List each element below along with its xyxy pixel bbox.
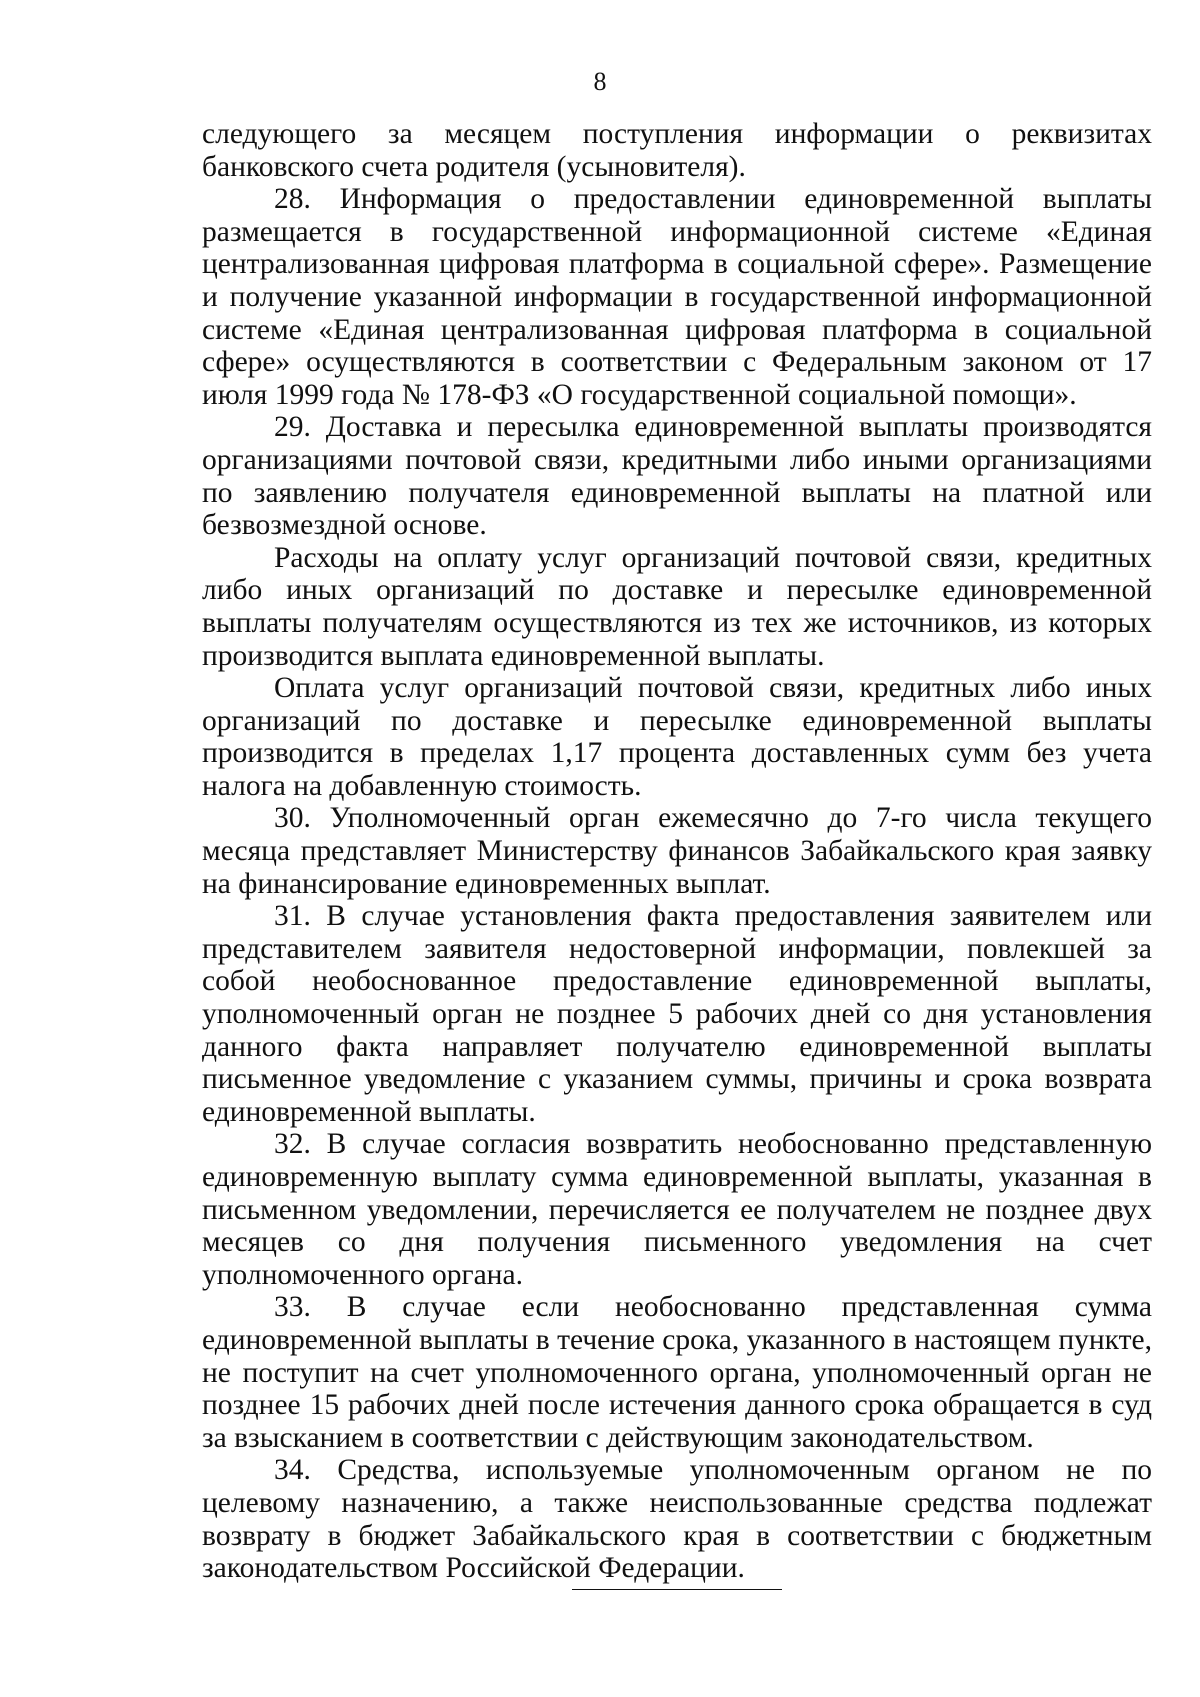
paragraph-34: 34. Средства, используемые уполномоченным органом не по целевому назначению, а также неиспользованные средства подлежат возврату в бюджет Забайкальского края в соответствии с бюджетным законодательством Российской Федерации. [202, 1454, 1152, 1585]
paragraph-33: 33. В случае если необоснованно представленная сумма единовременной выплаты в течение срока, указанного в настоящем пункте, не поступит на счет уполномоченного органа, уполномоченный орган не позднее 15 рабочих дней после истечения данного срока обращается в суд за взысканием в соответствии с действующим законодательством. [202, 1291, 1152, 1454]
paragraph-30: 30. Уполномоченный орган ежемесячно до 7-го числа текущего месяца представляет Министерству финансов Забайкальского края заявку на финансирование единовременных выплат. [202, 802, 1152, 900]
paragraph-32: 32. В случае согласия возвратить необоснованно представленную единовременную выплату сумма единовременной выплаты, указанная в письменном уведомлении, перечисляется ее получателем не позднее двух месяцев со дня получения письменного уведомления на счет уполномоченного органа. [202, 1128, 1152, 1291]
paragraph-continuation: следующего за месяцем поступления информации о реквизитах банковского счета родителя (усыновителя). [202, 118, 1152, 183]
paragraph-29-payment: Оплата услуг организаций почтовой связи, кредитных либо иных организаций по доставке и пересылке единовременной выплаты производится в пределах 1,17 процента доставленных сумм без учета налога на добавленную стоимость. [202, 672, 1152, 802]
end-of-document-rule [572, 1589, 782, 1590]
paragraph-29: 29. Доставка и пересылка единовременной выплаты производятся организациями почтовой связи, кредитными либо иными организациями по заявлению получателя единовременной выплаты на платной или безвозмездной основе. [202, 411, 1152, 542]
paragraph-29-expenses: Расходы на оплату услуг организаций почтовой связи, кредитных либо иных организаций по доставке и пересылке единовременной выплаты получателям осуществляются из тех же источников, из которых производится выплата единовременной выплаты. [202, 541, 1152, 672]
paragraph-28: 28. Информация о предоставлении единовременной выплаты размещается в государственной информационной системе «Единая централизованная цифровая платформа в социальной сфере». Размещение и получение указанной информации в государственной информационной системе «Единая централизованная цифровая платформа в социальной сфере» осуществляются в соответствии с Федеральным законом от 17 июля 1999 года № 178-ФЗ «О государственной социальной помощи». [202, 183, 1152, 411]
document-body [202, 118, 1152, 1585]
page-number: 8 [593, 67, 607, 96]
paragraph-31: 31. В случае установления факта предоставления заявителем или представителем заявителя недостоверной информации, повлекшей за собой необоснованное предоставление единовременной выплаты, уполномоченный орган не позднее 5 рабочих дней со дня установления данного факта направляет получателю единовременной выплаты письменное уведомление с указанием суммы, причины и срока возврата единовременной выплаты. [202, 900, 1152, 1128]
